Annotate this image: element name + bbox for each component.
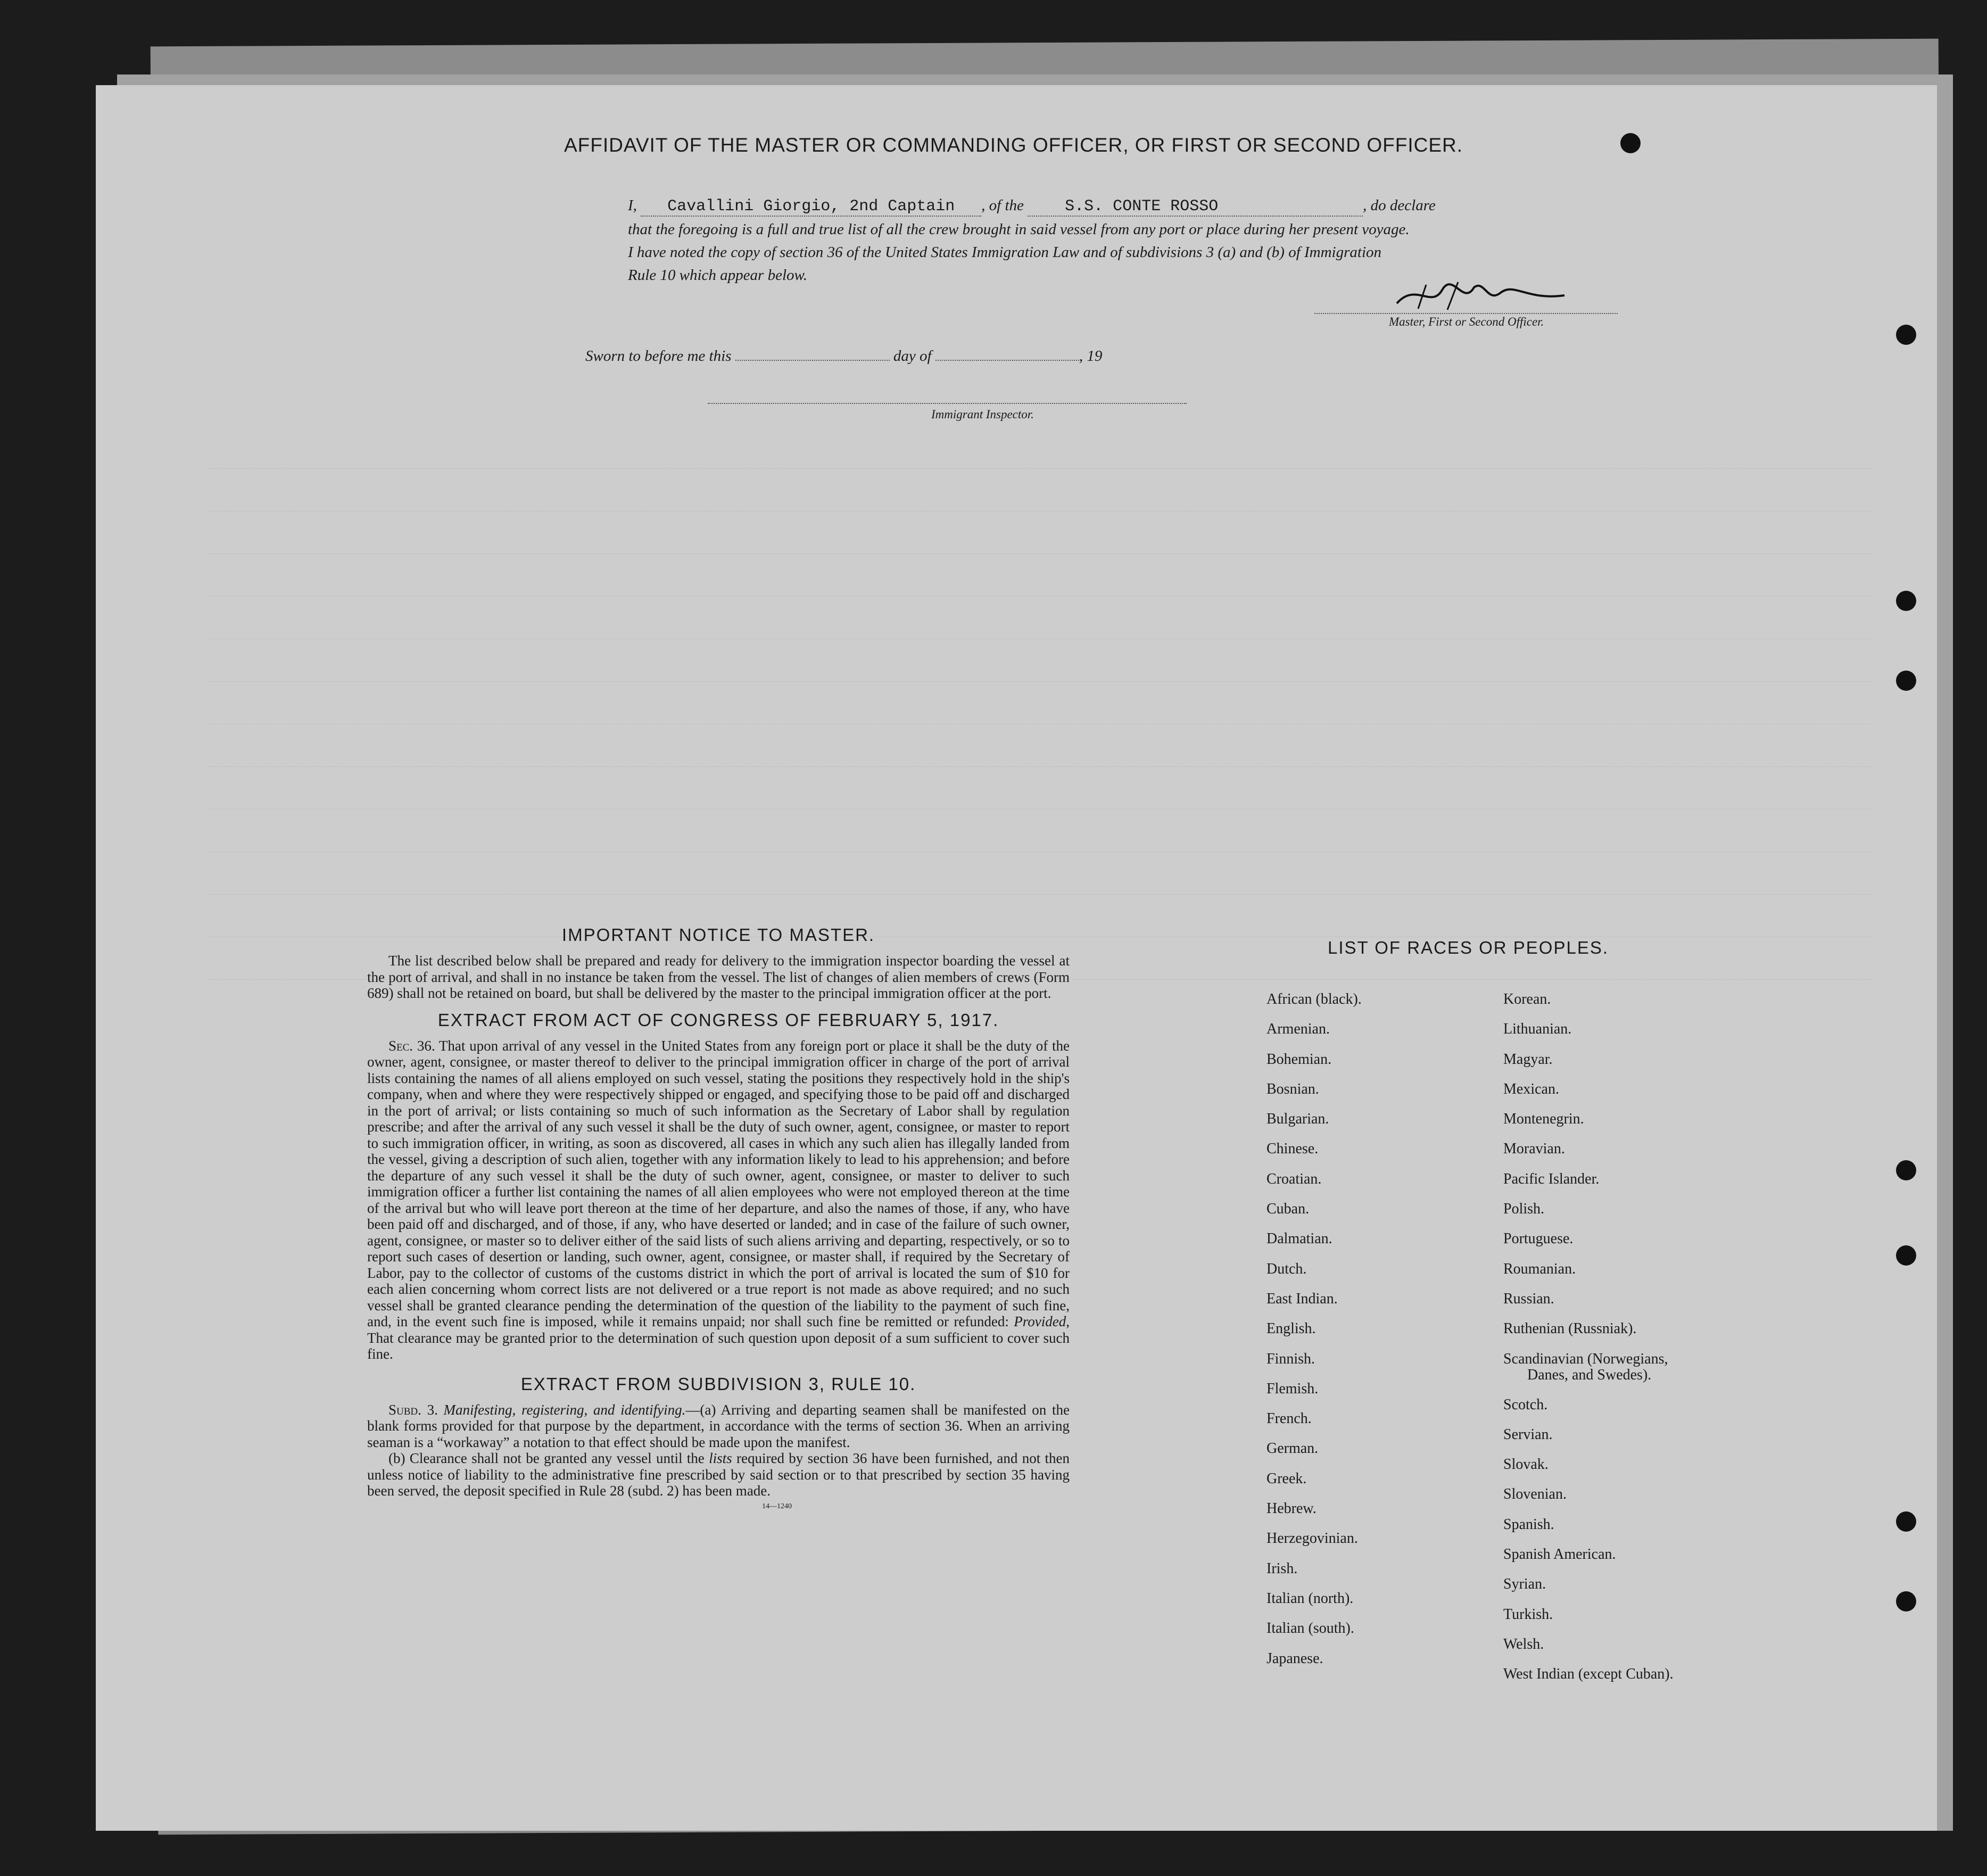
race-entry: Slovak. — [1503, 1456, 1549, 1473]
binder-hole — [1620, 133, 1641, 153]
rule-subd-a — [367, 1402, 1070, 1451]
binder-hole — [1896, 1591, 1916, 1611]
do-declare-label: , do declare — [1363, 197, 1436, 214]
race-entry: Spanish American. — [1503, 1546, 1616, 1563]
notice-column — [367, 925, 1070, 1511]
binder-hole — [1896, 325, 1916, 345]
race-entry: Moravian. — [1503, 1141, 1565, 1158]
declarant-name: Cavallini Giorgio, 2nd Captain — [641, 197, 981, 217]
race-entry: Chinese. — [1266, 1141, 1319, 1158]
binder-hole — [1896, 1160, 1916, 1180]
sec-label: Sec. 36. — [388, 1037, 435, 1054]
form-number: 14—1240 — [762, 1502, 792, 1510]
race-entry: Croatian. — [1266, 1170, 1322, 1187]
race-entry: Danes, and Swedes). — [1527, 1366, 1652, 1383]
race-entry: Dutch. — [1266, 1260, 1307, 1277]
race-entry: Russian. — [1503, 1290, 1554, 1307]
provided-word: Provided, — [1014, 1313, 1070, 1329]
race-entry: Pacific Islander. — [1503, 1170, 1600, 1187]
race-entry: Montenegrin. — [1503, 1111, 1584, 1128]
race-entry: Welsh. — [1503, 1635, 1544, 1652]
subd-label: Subd. 3. — [388, 1401, 438, 1418]
race-entry: East Indian. — [1266, 1290, 1338, 1307]
signature-line — [1314, 313, 1618, 314]
races-heading: LIST OF RACES OR PEOPLES. — [1328, 938, 1609, 957]
subd-a-text: —(a) Arriving and departing seamen shall be manifested on the blank forms provided for that purpose by the department, in accordance with the terms of section 36. When an arriving seaman is a “workaway” a notation to that effect should be made upon the manifest. — [367, 1401, 1070, 1450]
page-paper — [96, 85, 1937, 1831]
act-heading: EXTRACT FROM ACT OF CONGRESS OF FEBRUARY 5, 1917. — [437, 1010, 999, 1030]
race-entry: Bohemian. — [1266, 1051, 1332, 1068]
race-entry: Bosnian. — [1266, 1080, 1319, 1097]
race-entry: Bulgarian. — [1266, 1111, 1329, 1128]
act-body-end: That clearance may be granted prior to the determination of such question upon deposit of a sum sufficient to cover such fine. — [367, 1329, 1070, 1362]
vessel-name: S.S. CONTE ROSSO — [1028, 197, 1363, 217]
race-entry: Turkish. — [1503, 1606, 1553, 1623]
race-entry: Spanish. — [1503, 1516, 1554, 1533]
act-body: That upon arrival of any vessel in the United States from any foreign port or place it shall be the duty of the owner, agent, consignee, or master thereof to deliver to the principal immigration officer in charge of the port of arrival lists containing the names of all aliens employed on such vessel, stating the positions they respectively hold in the ship's company, when and where they were respectively shipped or engaged, and specifying those to be paid off and discharged in the port of arrival; or lists containing so much of such information as the Secretary of Labor shall by regulation prescribe; and after the arrival of any such vessel it shall be the duty of such owner, agent, consignee, or master to report to such immigration officer, in writing, as soon as discovered, all cases in which any such alien has illegally landed from the vessel, giving a description of such alien, together with any information likely to lead to his apprehension; and before the departure of any such vessel it shall be the duty of such owner, agent, consignee, or master to deliver to such immigration officer a further list containing the names of all alien employees who were not employed thereon at the time of the arrival but who will leave port thereon at the time of her departure, and also the names of those, if any, who have been paid off and discharged, and of those, if any, who have deserted or landed; and in case of the failure of such owner, agent, consignee, or master so to deliver either of the said lists of such aliens arriving and departing, respectively, or so to report such cases of desertion or landing, such owner, agent, consignee, or master shall, if required by the Secretary of Labor, pay to the collector of customs of the customs district in which the port of arrival is located the sum of $10 for each alien concerning whom correct lists are not delivered or a true report is not made as above required; and no such vessel shall be granted clearance pending the determination of the question of the liability to the payment of such fine, and, in the event such fine is imposed, while it remains unpaid; nor shall such fine be remitted or refunded: — [367, 1037, 1070, 1329]
race-entry: Syrian. — [1503, 1576, 1546, 1593]
race-entry: Herzegovinian. — [1266, 1530, 1358, 1547]
affidavit-line-2: that the foregoing is a full and true list of all the crew brought in said vessel from any port or place during her present voyage. — [628, 221, 1410, 238]
of-the-label: , of the — [981, 197, 1024, 214]
race-entry: Italian (south). — [1266, 1620, 1354, 1637]
race-entry: Servian. — [1503, 1426, 1553, 1443]
races-left-list — [1266, 985, 1362, 1674]
subd-title: Manifesting, registering, and identifying. — [443, 1401, 686, 1418]
race-entry: Slovenian. — [1503, 1486, 1567, 1503]
subd-b-text-2: required by section 36 have been furnished, and not then unless notice of liability to the administrative fine prescribed by said section or to that prescribed by section 35 having been served, the deposit specified in Rule 28 (subd. 2) has been made. — [367, 1450, 1070, 1499]
notice-text: The list described below shall be prepared and ready for delivery to the immigration inspector boarding the vessel at the port of arrival, and shall in no instance be taken from the vessel. The list of changes of alien members of crews (Form 689) shall not be retained on board, but shall be delivered by the master to the principal immigration officer at the port. — [367, 953, 1070, 1001]
race-entry: Ruthenian (Russniak). — [1503, 1320, 1637, 1337]
race-entry: German. — [1266, 1440, 1319, 1457]
race-entry: Hebrew. — [1266, 1500, 1317, 1517]
officer-signature — [1394, 277, 1570, 314]
affidavit-declaration-line — [628, 197, 1436, 217]
rule-subd-b — [367, 1450, 1070, 1499]
affidavit-line-4: Rule 10 which appear below. — [628, 267, 807, 284]
inspector-label: Immigrant Inspector. — [931, 408, 1034, 421]
race-entry: Irish. — [1266, 1560, 1298, 1577]
race-entry: Cuban. — [1266, 1201, 1310, 1218]
race-entry: Armenian. — [1266, 1021, 1330, 1038]
race-entry: Japanese. — [1266, 1650, 1323, 1667]
race-entry: Scandinavian (Norwegians, — [1503, 1350, 1668, 1367]
binder-hole — [1896, 591, 1916, 611]
race-entry: West Indian (except Cuban). — [1503, 1666, 1674, 1683]
race-entry: French. — [1266, 1410, 1312, 1427]
rule-heading: EXTRACT FROM SUBDIVISION 3, RULE 10. — [520, 1374, 916, 1394]
race-entry: Portuguese. — [1503, 1230, 1574, 1247]
race-entry: Polish. — [1503, 1201, 1545, 1218]
race-entry: Mexican. — [1503, 1080, 1559, 1097]
notice-heading: IMPORTANT NOTICE TO MASTER. — [561, 925, 875, 945]
subd-b-lists: lists — [709, 1450, 732, 1466]
race-entry: Roumanian. — [1503, 1260, 1576, 1277]
race-entry: Italian (north). — [1266, 1590, 1354, 1607]
race-entry: Dalmatian. — [1266, 1230, 1332, 1247]
race-entry: Magyar. — [1503, 1051, 1553, 1068]
affidavit-line-3: I have noted the copy of section 36 of the United States Immigration Law and of subdivisions 3 (a) and (b) of Immigration — [628, 244, 1382, 261]
day-of-label: day of — [893, 348, 932, 365]
sworn-label: Sworn to before me this — [585, 348, 732, 365]
race-entry: Greek. — [1266, 1470, 1307, 1487]
race-entry: Korean. — [1503, 991, 1551, 1007]
sworn-day-blank — [735, 360, 890, 361]
race-entry: Finnish. — [1266, 1350, 1315, 1367]
race-entry: Flemish. — [1266, 1380, 1319, 1397]
signature-caption: Master, First or Second Officer. — [1389, 315, 1544, 328]
binder-hole — [1896, 1245, 1916, 1266]
inspector-signature-line — [708, 403, 1187, 404]
race-entry: Lithuanian. — [1503, 1021, 1572, 1038]
race-entry: English. — [1266, 1320, 1316, 1337]
sworn-line — [585, 348, 1102, 365]
subd-b-text-1: (b) Clearance shall not be granted any vessel until the — [388, 1450, 705, 1466]
race-entry: Scotch. — [1503, 1396, 1548, 1413]
sworn-month-blank — [935, 360, 1079, 361]
races-right-list — [1503, 985, 1674, 1690]
i-label: I, — [628, 197, 637, 214]
affidavit-title: AFFIDAVIT OF THE MASTER OR COMMANDING OFFICER, OR FIRST OR SECOND OFFICER. — [564, 134, 1463, 156]
year-label: , 19 — [1079, 348, 1103, 365]
binder-hole — [1896, 671, 1916, 691]
binder-hole — [1896, 1511, 1916, 1532]
document-page — [96, 85, 1937, 1831]
race-entry: African (black). — [1266, 991, 1362, 1007]
act-text — [367, 1038, 1070, 1362]
